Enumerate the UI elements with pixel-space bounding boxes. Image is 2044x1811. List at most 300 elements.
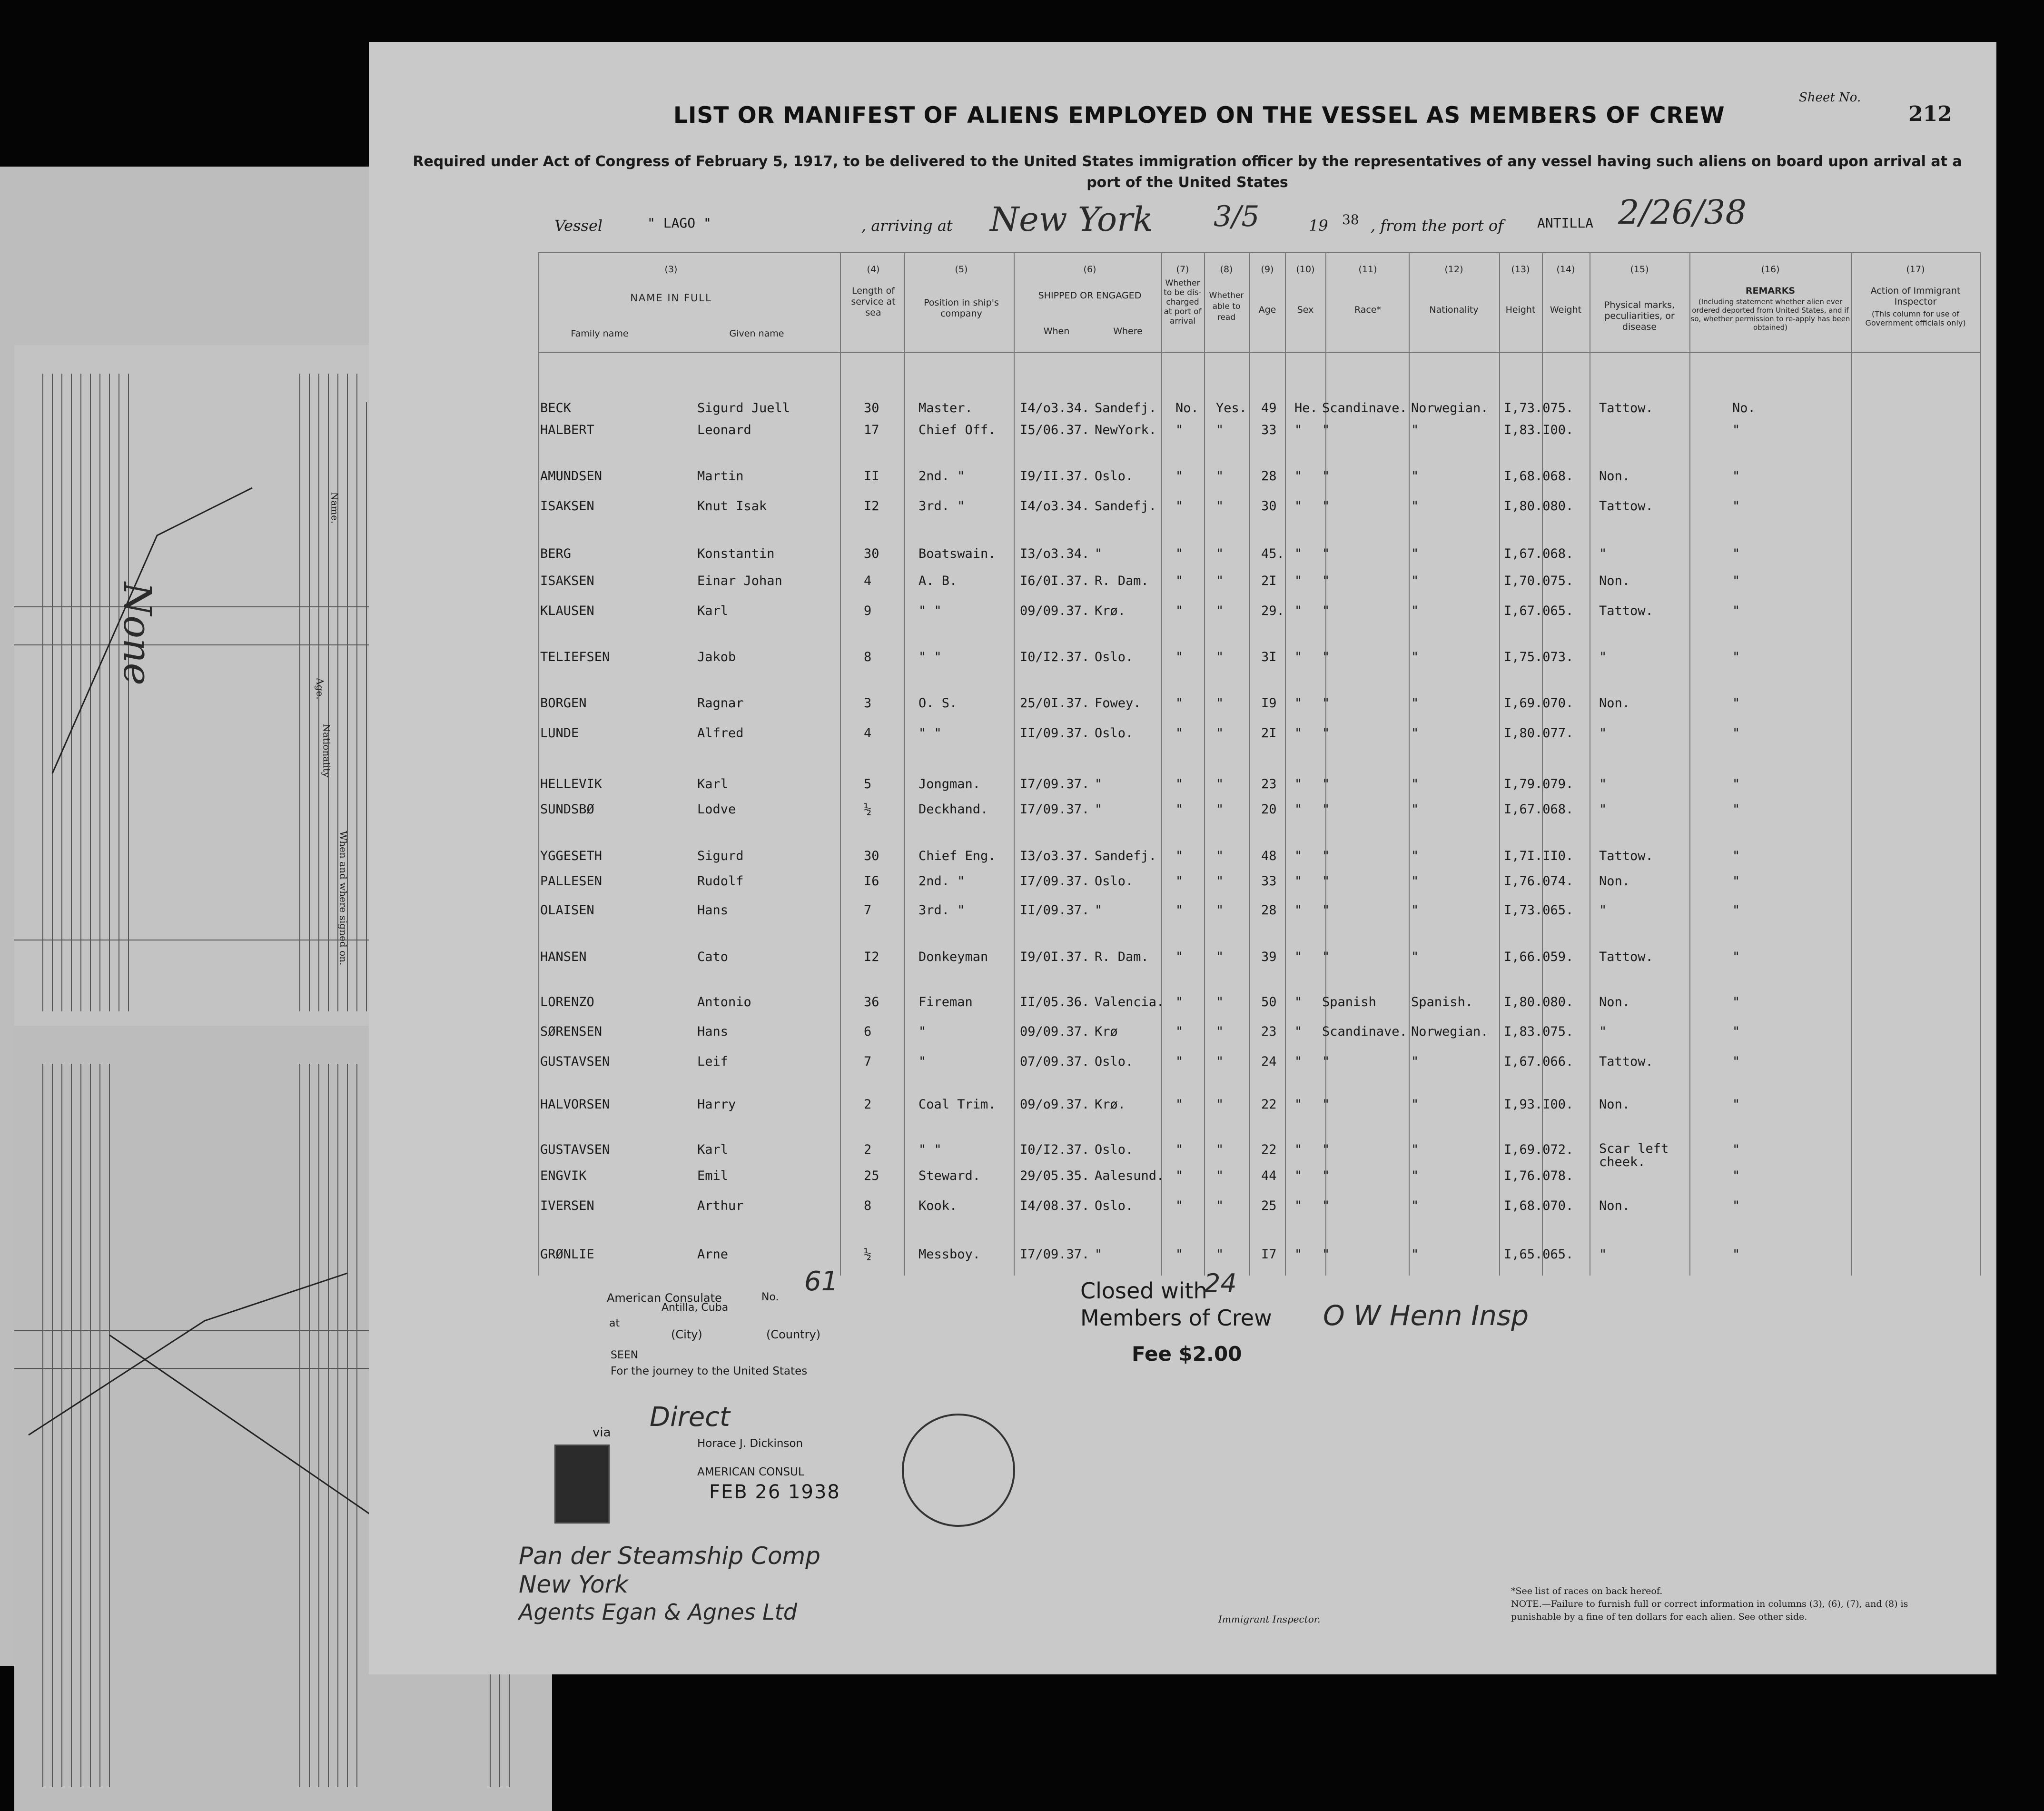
inspector-signature: O W Henn Insp bbox=[1323, 1299, 1529, 1332]
physical-marks-cell: " bbox=[1599, 1247, 1607, 1262]
shipped-where-cell: " bbox=[1095, 903, 1103, 918]
weight-cell: .II0. bbox=[1535, 849, 1574, 863]
sex-cell: " bbox=[1294, 696, 1303, 711]
nationality-cell: " bbox=[1411, 574, 1419, 588]
able-to-read-cell: " bbox=[1216, 1024, 1224, 1039]
given-name-cell: Jakob bbox=[697, 650, 736, 664]
position-cell: 3rd. " bbox=[918, 499, 965, 514]
shipped-where-cell: " bbox=[1095, 802, 1103, 817]
shipped-where-cell: Oslo. bbox=[1095, 726, 1134, 741]
shipped-where-cell: Sandefj. bbox=[1095, 499, 1157, 514]
remarks-cell: " bbox=[1732, 874, 1740, 889]
col-weight: Weight bbox=[1550, 305, 1582, 315]
remarks-cell: " bbox=[1732, 469, 1740, 484]
nationality-cell: " bbox=[1411, 802, 1419, 817]
footnote-penalty: NOTE.—Failure to furnish full or correct information in columns (3), (6), (7), and (8) is punishable by a fine of ten dollars for each alien. See other side. bbox=[1511, 1599, 1908, 1622]
shipped-when-cell: I0/I2.37. bbox=[1020, 650, 1090, 664]
able-to-read-cell: " bbox=[1216, 950, 1224, 964]
col14-num: (14) bbox=[1556, 264, 1575, 275]
remarks-cell: " bbox=[1732, 1198, 1740, 1213]
race-cell: " bbox=[1322, 802, 1330, 817]
height-cell: I,80 bbox=[1504, 499, 1535, 514]
year-suffix: 38 bbox=[1342, 212, 1359, 228]
given-name-cell: Arne bbox=[697, 1247, 729, 1262]
length-of-service-cell: 25 bbox=[864, 1168, 879, 1183]
given-name-cell: Ragnar bbox=[697, 696, 744, 711]
footnote bbox=[1511, 1585, 1939, 1623]
family-name-cell: YGGESETH bbox=[540, 849, 602, 863]
position-cell: " " bbox=[918, 1142, 942, 1157]
col-name-in-full: NAME IN FULL bbox=[630, 292, 712, 304]
shipped-when-cell: I7/09.37. bbox=[1020, 802, 1090, 817]
shipped-when-cell: I9/0I.37. bbox=[1020, 950, 1090, 964]
col-height: Height bbox=[1505, 305, 1536, 315]
race-cell: " bbox=[1322, 1054, 1330, 1069]
col-discharged: Whether to be dis-charged at port of arrival bbox=[1164, 278, 1202, 326]
remarks-cell: " bbox=[1732, 777, 1740, 792]
nationality-cell: " bbox=[1411, 650, 1419, 664]
race-cell: " bbox=[1322, 849, 1330, 863]
age-cell: 25 bbox=[1261, 1198, 1277, 1213]
given-name-cell: Leif bbox=[697, 1054, 729, 1069]
discharged-cell: " bbox=[1175, 777, 1184, 792]
remarks-cell: " bbox=[1732, 1142, 1740, 1157]
able-to-read-cell: " bbox=[1216, 777, 1224, 792]
length-of-service-cell: I6 bbox=[864, 874, 879, 889]
physical-marks-cell: " bbox=[1599, 1024, 1607, 1039]
consulate-at-label: at bbox=[609, 1317, 620, 1329]
consulate-seal bbox=[902, 1414, 1015, 1527]
physical-marks-cell: Tattow. bbox=[1599, 950, 1653, 964]
physical-marks-cell: " bbox=[1599, 546, 1607, 561]
sex-cell: " bbox=[1294, 802, 1303, 817]
weight-cell: .080. bbox=[1535, 499, 1574, 514]
given-name-cell: Karl bbox=[697, 604, 729, 618]
position-cell: " bbox=[918, 1024, 927, 1039]
sex-cell: " bbox=[1294, 849, 1303, 863]
sex-cell: " bbox=[1294, 1024, 1303, 1039]
given-name-cell: Martin bbox=[697, 469, 744, 484]
physical-marks-cell: Tattow. bbox=[1599, 1054, 1653, 1069]
physical-marks-cell: " bbox=[1599, 726, 1607, 741]
shipped-when-cell: II/09.37. bbox=[1020, 726, 1090, 741]
physical-marks-cell: Non. bbox=[1599, 1097, 1630, 1112]
race-cell: " bbox=[1322, 499, 1330, 514]
shipped-where-cell: Aalesund. bbox=[1095, 1168, 1165, 1183]
physical-marks-cell: " bbox=[1599, 650, 1607, 664]
shipped-where-cell: Krø bbox=[1095, 1024, 1118, 1039]
remarks-cell: " bbox=[1732, 849, 1740, 863]
nationality-cell: Norwegian. bbox=[1411, 401, 1489, 416]
nationality-cell: " bbox=[1411, 499, 1419, 514]
physical-marks-cell: Non. bbox=[1599, 574, 1630, 588]
family-name-cell: GUSTAVSEN bbox=[540, 1054, 610, 1069]
able-to-read-cell: " bbox=[1216, 1247, 1224, 1262]
family-name-cell: SUNDSBØ bbox=[540, 802, 594, 817]
consulate-no-label: No. bbox=[761, 1291, 779, 1303]
shipped-when-cell: I5/06.37. bbox=[1020, 423, 1090, 437]
able-to-read-cell: " bbox=[1216, 604, 1224, 618]
length-of-service-cell: 4 bbox=[864, 574, 872, 588]
position-cell: Messboy. bbox=[918, 1247, 981, 1262]
able-to-read-cell: " bbox=[1216, 1054, 1224, 1069]
shipped-when-cell: I4/o3.34. bbox=[1020, 499, 1090, 514]
able-to-read-cell: Yes. bbox=[1216, 401, 1247, 416]
able-to-read-cell: " bbox=[1216, 1198, 1224, 1213]
family-name-cell: ISAKSEN bbox=[540, 574, 594, 588]
revenue-stamp bbox=[554, 1445, 610, 1524]
col7-num: (7) bbox=[1176, 264, 1189, 275]
col17-num: (17) bbox=[1906, 264, 1925, 275]
length-of-service-cell: I2 bbox=[864, 950, 879, 964]
sex-cell: " bbox=[1294, 423, 1303, 437]
position-cell: Jongman. bbox=[918, 777, 981, 792]
shipped-where-cell: Sandefj. bbox=[1095, 849, 1157, 863]
length-of-service-cell: 9 bbox=[864, 604, 872, 618]
nationality-cell: " bbox=[1411, 849, 1419, 863]
age-cell: 2I bbox=[1261, 726, 1277, 741]
sex-cell: " bbox=[1294, 1247, 1303, 1262]
discharged-cell: " bbox=[1175, 802, 1184, 817]
age-cell: 33 bbox=[1261, 874, 1277, 889]
position-cell: O. S. bbox=[918, 696, 958, 711]
length-of-service-cell: I2 bbox=[864, 499, 879, 514]
position-cell: " " bbox=[918, 650, 942, 664]
discharged-cell: No. bbox=[1175, 401, 1199, 416]
col8-num: (8) bbox=[1220, 264, 1233, 275]
manifest-subtitle: Required under Act of Congress of February 5, 1917, to be delivered to the United States immigration officer by the representatives of any vessel having such aliens on board upon arrival at a port of the United States bbox=[413, 153, 1962, 191]
nationality-cell: Spanish. bbox=[1411, 995, 1473, 1009]
height-cell: I,75 bbox=[1504, 650, 1535, 664]
sex-cell: " bbox=[1294, 604, 1303, 618]
discharged-cell: " bbox=[1175, 950, 1184, 964]
port-name: ANTILLA bbox=[1537, 215, 1594, 231]
sex-cell: " bbox=[1294, 1168, 1303, 1183]
discharged-cell: " bbox=[1175, 995, 1184, 1009]
discharged-cell: " bbox=[1175, 1247, 1184, 1262]
length-of-service-cell: ½ bbox=[864, 802, 872, 817]
consul-stamp-date: FEB 26 1938 bbox=[709, 1481, 840, 1503]
consulate-country-label: (Country) bbox=[766, 1328, 821, 1341]
able-to-read-cell: " bbox=[1216, 802, 1224, 817]
physical-marks-cell: Tattow. bbox=[1599, 401, 1653, 416]
sex-cell: " bbox=[1294, 995, 1303, 1009]
shipped-where-cell: " bbox=[1095, 1247, 1103, 1262]
height-cell: I,76 bbox=[1504, 874, 1535, 889]
given-name-cell: Konstantin bbox=[697, 546, 775, 561]
sex-cell: " bbox=[1294, 1198, 1303, 1213]
given-name-cell: Karl bbox=[697, 777, 729, 792]
nationality-cell: " bbox=[1411, 1247, 1419, 1262]
able-to-read-cell: " bbox=[1216, 1097, 1224, 1112]
age-cell: 48 bbox=[1261, 849, 1277, 863]
physical-marks-cell: Tattow. bbox=[1599, 849, 1653, 863]
col12-num: (12) bbox=[1444, 264, 1463, 275]
height-cell: I,69 bbox=[1504, 1142, 1535, 1157]
col-race: Race* bbox=[1354, 305, 1382, 315]
weight-cell: .073. bbox=[1535, 650, 1574, 664]
family-name-cell: BERG bbox=[540, 546, 572, 561]
given-name-cell: Alfred bbox=[697, 726, 744, 741]
discharged-cell: " bbox=[1175, 546, 1184, 561]
sex-cell: " bbox=[1294, 499, 1303, 514]
shipped-where-cell: Oslo. bbox=[1095, 1198, 1134, 1213]
family-name-cell: ISAKSEN bbox=[540, 499, 594, 514]
col-age: Age bbox=[1258, 305, 1276, 315]
remarks-cell: " bbox=[1732, 546, 1740, 561]
able-to-read-cell: " bbox=[1216, 726, 1224, 741]
remarks-cell: " bbox=[1732, 499, 1740, 514]
seen-label: SEEN bbox=[611, 1349, 639, 1361]
shipped-where-cell: Krø. bbox=[1095, 1097, 1126, 1112]
height-cell: I,66 bbox=[1504, 950, 1535, 964]
discharged-cell: " bbox=[1175, 1168, 1184, 1183]
given-name-cell: Einar Johan bbox=[697, 574, 782, 588]
family-name-cell: HALBERT bbox=[540, 423, 594, 437]
race-cell: Scandinave. bbox=[1322, 1024, 1407, 1039]
remarks-cell: " bbox=[1732, 1024, 1740, 1039]
fee-label: Fee $2.00 bbox=[1132, 1342, 1242, 1366]
consul-signer: Horace J. Dickinson bbox=[697, 1437, 803, 1450]
immigrant-inspector-label: Immigrant Inspector. bbox=[1218, 1613, 1321, 1625]
length-of-service-cell: 8 bbox=[864, 650, 872, 664]
able-to-read-cell: " bbox=[1216, 574, 1224, 588]
shipped-when-cell: I0/I2.37. bbox=[1020, 1142, 1090, 1157]
manifest-title: LIST OR MANIFEST OF ALIENS EMPLOYED ON THE VESSEL AS MEMBERS OF CREW bbox=[673, 102, 1725, 129]
from-port-label: , from the port of bbox=[1371, 217, 1504, 235]
nationality-cell: " bbox=[1411, 1097, 1419, 1112]
given-name-cell: Sigurd bbox=[697, 849, 744, 863]
shipped-when-cell: II/05.36. bbox=[1020, 995, 1090, 1009]
physical-marks-cell: Tattow. bbox=[1599, 604, 1653, 618]
col-action: Action of Immigrant Inspector bbox=[1870, 286, 1961, 307]
weight-cell: .075. bbox=[1535, 574, 1574, 588]
race-cell: " bbox=[1322, 950, 1330, 964]
family-name-cell: LORENZO bbox=[540, 995, 594, 1009]
shipped-where-cell: Oslo. bbox=[1095, 650, 1134, 664]
discharged-cell: " bbox=[1175, 499, 1184, 514]
weight-cell: .059. bbox=[1535, 950, 1574, 964]
shipped-when-cell: 25/0I.37. bbox=[1020, 696, 1090, 711]
nationality-cell: " bbox=[1411, 1198, 1419, 1213]
age-cell: 44 bbox=[1261, 1168, 1277, 1183]
footnote-races: *See list of races on back hereof. bbox=[1511, 1586, 1663, 1596]
col-nationality: Nationality bbox=[1429, 305, 1479, 315]
length-of-service-cell: 2 bbox=[864, 1097, 872, 1112]
weight-cell: .070. bbox=[1535, 696, 1574, 711]
position-cell: Chief Off. bbox=[918, 423, 996, 437]
weight-cell: .065. bbox=[1535, 1247, 1574, 1262]
col6-num: (6) bbox=[1083, 264, 1096, 275]
discharged-cell: " bbox=[1175, 1054, 1184, 1069]
length-of-service-cell: 7 bbox=[864, 903, 872, 918]
position-cell: Steward. bbox=[918, 1168, 981, 1183]
sex-cell: " bbox=[1294, 874, 1303, 889]
able-to-read-cell: " bbox=[1216, 849, 1224, 863]
members-of-crew: Members of Crew bbox=[1080, 1305, 1272, 1331]
height-cell: I,80 bbox=[1504, 726, 1535, 741]
nationality-cell: " bbox=[1411, 726, 1419, 741]
weight-cell: .075. bbox=[1535, 401, 1574, 416]
sex-cell: " bbox=[1294, 650, 1303, 664]
col10-num: (10) bbox=[1296, 264, 1315, 275]
consul-title: AMERICAN CONSUL bbox=[697, 1466, 804, 1478]
given-name-cell: Emil bbox=[697, 1168, 729, 1183]
slip-nationality-label: Nationality bbox=[321, 723, 333, 778]
height-cell: I,69 bbox=[1504, 696, 1535, 711]
weight-cell: .072. bbox=[1535, 1142, 1574, 1157]
col11-num: (11) bbox=[1358, 264, 1377, 275]
via-handwritten: Direct bbox=[650, 1402, 730, 1433]
col-given-name: Given name bbox=[729, 328, 784, 339]
discharged-cell: " bbox=[1175, 574, 1184, 588]
weight-cell: .068. bbox=[1535, 469, 1574, 484]
given-name-cell: Sigurd Juell bbox=[697, 401, 790, 416]
able-to-read-cell: " bbox=[1216, 696, 1224, 711]
shipped-when-cell: I6/0I.37. bbox=[1020, 574, 1090, 588]
discharged-cell: " bbox=[1175, 1097, 1184, 1112]
given-name-cell: Rudolf bbox=[697, 874, 744, 889]
given-name-cell: Knut Isak bbox=[697, 499, 767, 514]
position-cell: Deckhand. bbox=[918, 802, 988, 817]
col-where: Where bbox=[1113, 326, 1143, 336]
nationality-cell: " bbox=[1411, 950, 1419, 964]
given-name-cell: Antonio bbox=[697, 995, 751, 1009]
family-name-cell: HELLEVIK bbox=[540, 777, 602, 792]
physical-marks-cell: " bbox=[1599, 802, 1607, 817]
vessel-name: " LAGO " bbox=[647, 215, 711, 231]
slip-when-where-label: When and where signed on. bbox=[337, 831, 349, 966]
col9-num: (9) bbox=[1261, 264, 1274, 275]
weight-cell: .068. bbox=[1535, 546, 1574, 561]
weight-cell: .079. bbox=[1535, 777, 1574, 792]
nationality-cell: " bbox=[1411, 1054, 1419, 1069]
weight-cell: .065. bbox=[1535, 604, 1574, 618]
physical-marks-cell: Scar left cheek. bbox=[1599, 1141, 1669, 1169]
race-cell: " bbox=[1322, 1247, 1330, 1262]
col-shipped: SHIPPED OR ENGAGED bbox=[1038, 290, 1142, 301]
height-cell: I,76 bbox=[1504, 1168, 1535, 1183]
nationality-cell: " bbox=[1411, 546, 1419, 561]
length-of-service-cell: 30 bbox=[864, 849, 879, 863]
position-cell: Fireman bbox=[918, 995, 973, 1009]
weight-cell: .078. bbox=[1535, 1168, 1574, 1183]
weight-cell: .075. bbox=[1535, 1024, 1574, 1039]
col15-num: (15) bbox=[1630, 264, 1649, 275]
physical-marks-cell: " bbox=[1599, 777, 1607, 792]
able-to-read-cell: " bbox=[1216, 650, 1224, 664]
shipped-when-cell: 29/05.35. bbox=[1020, 1168, 1090, 1183]
height-cell: I,70 bbox=[1504, 574, 1535, 588]
weight-cell: .080. bbox=[1535, 995, 1574, 1009]
position-cell: 3rd. " bbox=[918, 903, 965, 918]
nationality-cell: " bbox=[1411, 777, 1419, 792]
race-cell: " bbox=[1322, 546, 1330, 561]
able-to-read-cell: " bbox=[1216, 995, 1224, 1009]
agent-line3: Agents Egan & Agnes Ltd bbox=[519, 1599, 798, 1625]
remarks-cell: " bbox=[1732, 650, 1740, 664]
race-cell: " bbox=[1322, 696, 1330, 711]
agent-line2: New York bbox=[519, 1571, 629, 1598]
height-cell: I,65 bbox=[1504, 1247, 1535, 1262]
arrival-date-handwritten: 3/5 bbox=[1214, 200, 1260, 233]
sex-cell: " bbox=[1294, 950, 1303, 964]
shipped-where-cell: Sandefj. bbox=[1095, 401, 1157, 416]
remarks-cell: " bbox=[1732, 423, 1740, 437]
discharged-cell: " bbox=[1175, 1198, 1184, 1213]
discharged-cell: " bbox=[1175, 726, 1184, 741]
family-name-cell: HANSEN bbox=[540, 950, 587, 964]
nationality-cell: " bbox=[1411, 1168, 1419, 1183]
able-to-read-cell: " bbox=[1216, 423, 1224, 437]
sex-cell: " bbox=[1294, 1142, 1303, 1157]
height-cell: I,73 bbox=[1504, 401, 1535, 416]
weight-cell: .I00. bbox=[1535, 423, 1574, 437]
shipped-when-cell: I4/08.37. bbox=[1020, 1198, 1090, 1213]
remarks-cell: " bbox=[1732, 1097, 1740, 1112]
height-cell: I,7I bbox=[1504, 849, 1535, 863]
height-cell: I,83 bbox=[1504, 423, 1535, 437]
race-cell: " bbox=[1322, 650, 1330, 664]
slip-age-label: Age. bbox=[314, 678, 326, 700]
able-to-read-cell: " bbox=[1216, 1142, 1224, 1157]
shipped-where-cell: " bbox=[1095, 777, 1103, 792]
position-cell: Chief Eng. bbox=[918, 849, 996, 863]
weight-cell: .068. bbox=[1535, 802, 1574, 817]
height-cell: I,68 bbox=[1504, 469, 1535, 484]
length-of-service-cell: ½ bbox=[864, 1247, 872, 1262]
vessel-label: Vessel bbox=[554, 217, 603, 235]
race-cell: " bbox=[1322, 726, 1330, 741]
shipped-where-cell: Oslo. bbox=[1095, 1142, 1134, 1157]
given-name-cell: Karl bbox=[697, 1142, 729, 1157]
length-of-service-cell: 36 bbox=[864, 995, 879, 1009]
shipped-where-cell: Valencia. bbox=[1095, 995, 1165, 1009]
family-name-cell: TELIEFSEN bbox=[540, 650, 610, 664]
discharged-cell: " bbox=[1175, 874, 1184, 889]
remarks-cell: " bbox=[1732, 604, 1740, 618]
age-cell: I9 bbox=[1261, 696, 1277, 711]
arriving-at-handwritten: New York bbox=[990, 200, 1153, 239]
position-cell: Kook. bbox=[918, 1198, 958, 1213]
length-of-service-cell: 4 bbox=[864, 726, 872, 741]
col-when: When bbox=[1043, 326, 1070, 336]
length-of-service-cell: II bbox=[864, 469, 879, 484]
shipped-where-cell: Oslo. bbox=[1095, 874, 1134, 889]
given-name-cell: Cato bbox=[697, 950, 729, 964]
able-to-read-cell: " bbox=[1216, 499, 1224, 514]
remarks-cell: " bbox=[1732, 903, 1740, 918]
shipped-when-cell: I7/09.37. bbox=[1020, 1247, 1090, 1262]
length-of-service-cell: 6 bbox=[864, 1024, 872, 1039]
shipped-where-cell: " bbox=[1095, 546, 1103, 561]
sex-cell: " bbox=[1294, 1097, 1303, 1112]
family-name-cell: BORGEN bbox=[540, 696, 587, 711]
nationality-cell: " bbox=[1411, 469, 1419, 484]
shipped-when-cell: II/09.37. bbox=[1020, 903, 1090, 918]
physical-marks-cell: Non. bbox=[1599, 995, 1630, 1009]
sex-cell: " bbox=[1294, 903, 1303, 918]
race-cell: " bbox=[1322, 1142, 1330, 1157]
nationality-cell: " bbox=[1411, 903, 1419, 918]
age-cell: 23 bbox=[1261, 777, 1277, 792]
given-name-cell: Arthur bbox=[697, 1198, 744, 1213]
shipped-where-cell: R. Dam. bbox=[1095, 950, 1149, 964]
physical-marks-cell: Tattow. bbox=[1599, 499, 1653, 514]
port-date-handwritten: 2/26/38 bbox=[1618, 193, 1747, 232]
shipped-when-cell: I4/o3.34. bbox=[1020, 401, 1090, 416]
col-physical: Physical marks, peculiarities, or disease bbox=[1604, 300, 1675, 332]
